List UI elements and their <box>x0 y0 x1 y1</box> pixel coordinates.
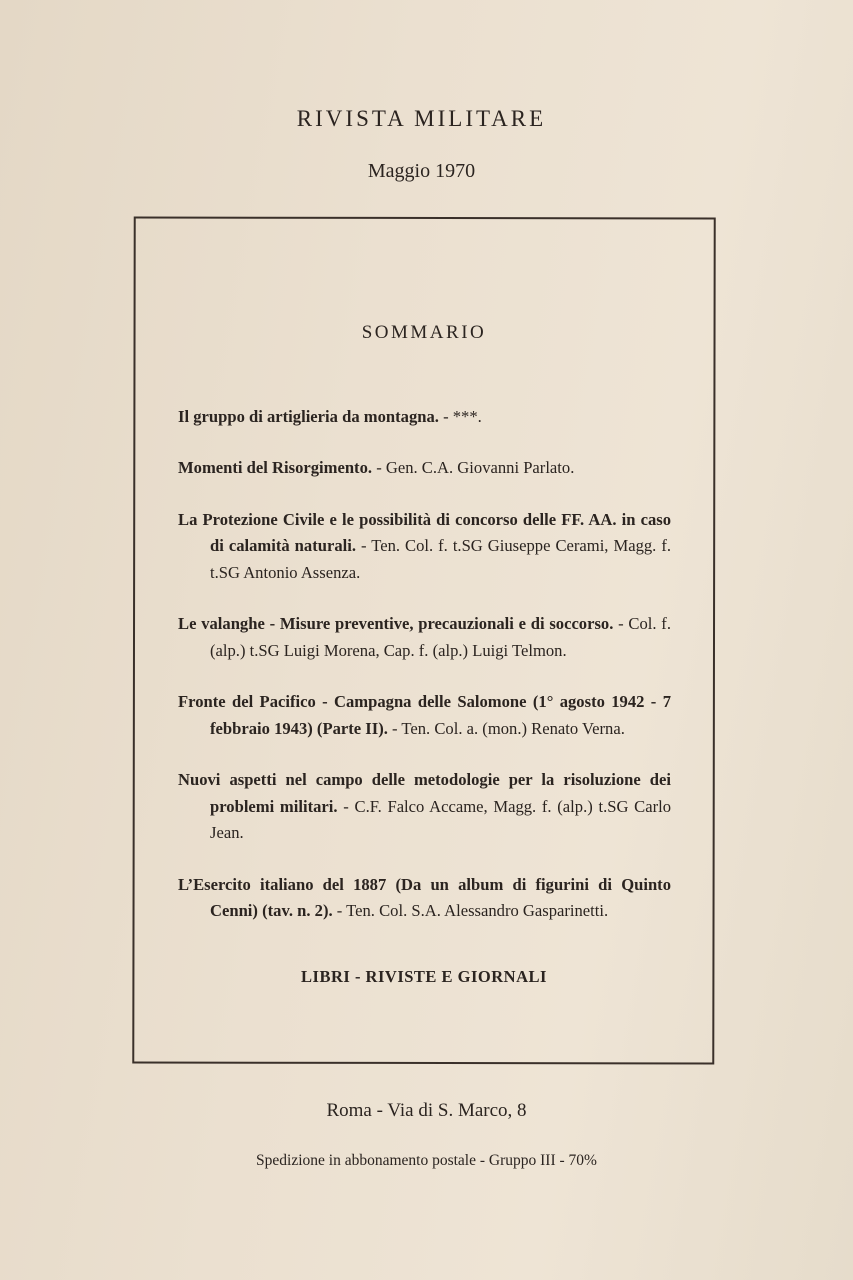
entry-title: Il gruppo di artiglieria da montagna. <box>178 406 439 426</box>
publisher-address: Roma - Via di S. Marco, 8 <box>326 1100 527 1121</box>
books-section-heading: LIBRI - RIVISTE E GIORNALI <box>301 967 547 986</box>
summary-list <box>178 387 671 950</box>
entry-author: - ***. <box>443 406 482 426</box>
entry-title: Nuovi aspetti nel campo delle metodologie per la risoluzione dei problemi militari. <box>178 770 671 816</box>
entry-author: - Col. f. (alp.) t.SG Luigi Morena, Cap. f. (alp.) Luigi Telmon. <box>210 614 671 660</box>
entry-title: Fronte del Pacifico - Campagna delle Salomone (1° agosto 1942 - 7 febbraio 1943) (Parte II). <box>178 692 671 738</box>
summary-entry <box>178 404 671 431</box>
entry-title: Momenti del Risorgimento. <box>178 458 373 478</box>
postal-notice: Spedizione in abbonamento postale - Gruppo III - 70% <box>256 1152 597 1169</box>
entry-author: - C.F. Falco Accame, Magg. f. (alp.) t.SG Carlo Jean. <box>210 796 672 843</box>
summary-heading: SOMMARIO <box>361 322 487 343</box>
summary-entry <box>178 611 671 664</box>
entry-author: - Ten. Col. f. t.SG Giuseppe Cerami, Magg. f. t.SG Antonio Assenza. <box>210 536 671 582</box>
entry-title: L’Esercito italiano del 1887 (Da un album di figurini di Quinto Cenni) (tav. n. 2). <box>178 874 671 921</box>
entry-title: La Protezione Civile e le possibilità di concorso delle FF. AA. in caso di calamità naturali. <box>178 509 671 556</box>
entry-author: - Ten. Col. a. (mon.) Renato Verna. <box>392 718 625 738</box>
summary-entry <box>178 767 671 847</box>
entry-author: - Ten. Col. S.A. Alessandro Gasparinetti. <box>336 901 609 921</box>
summary-entry <box>178 872 671 925</box>
magazine-title: RIVISTA MILITARE <box>296 106 547 131</box>
summary-entry <box>178 455 671 482</box>
entry-title: Le valanghe - Misure preventive, precauzionali e di soccorso. <box>178 614 614 634</box>
summary-entry <box>178 689 671 742</box>
entry-author: - Gen. C.A. Giovanni Parlato. <box>376 458 575 478</box>
summary-entry <box>178 507 671 587</box>
issue-date: Maggio 1970 <box>367 160 476 182</box>
